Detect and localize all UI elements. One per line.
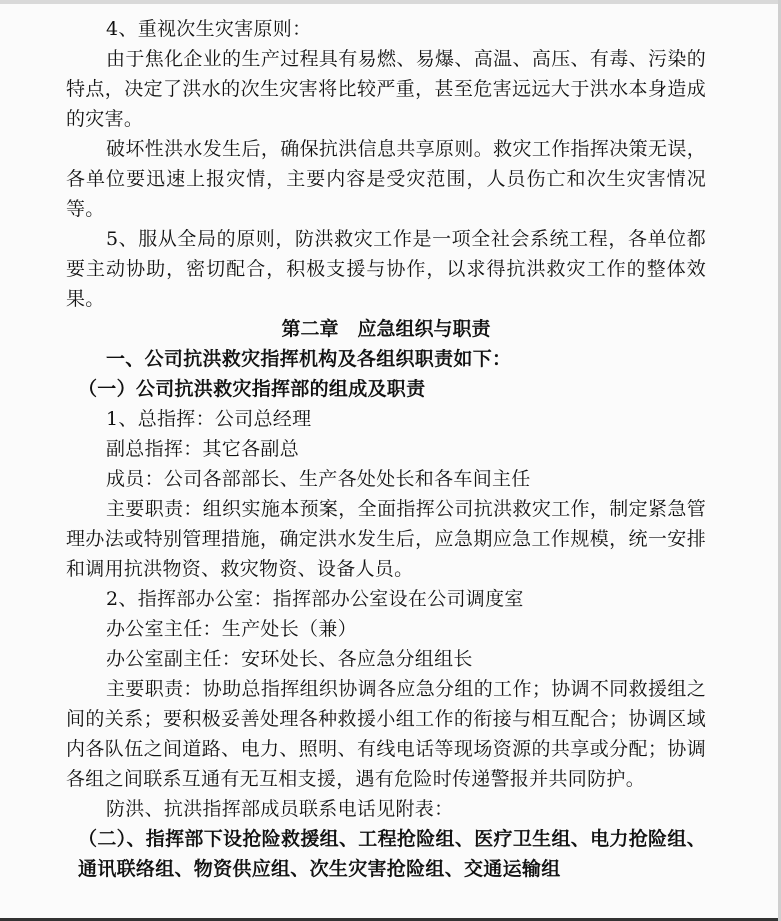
info-sharing-paragraph: 破坏性洪水发生后，确保抗洪信息共享原则。救灾工作指挥决策无误，各单位要迅速上报灾情，主要内容是受灾范围，人员伤亡和次生灾害情况等。 xyxy=(66,138,706,220)
document-body xyxy=(66,14,706,884)
top-border xyxy=(0,0,781,4)
principle-4-heading: 4、重视次生灾害原则： xyxy=(106,18,312,40)
principle-5-paragraph: 5、服从全局的原则，防洪救灾工作是一项全社会系统工程，各单位都要主动协助，密切配合，积极支援与协作，以求得抗洪救灾工作的整体效果。 xyxy=(66,228,706,310)
command-office-line: 2、指挥部办公室：指挥部办公室设在公司调度室 xyxy=(106,588,524,610)
members-line: 成员：公司各部部长、生产各处处长和各车间主任 xyxy=(106,468,531,490)
commander-duties-paragraph: 主要职责：组织实施本预案，全面指挥公司抗洪救灾工作，制定紧急管理办法或特别管理措施，确定洪水发生后，应急期应急工作规模，统一安排和调用抗洪物资、救灾物资、设备人员。 xyxy=(66,498,706,580)
office-director-line: 办公室主任：生产处长（兼） xyxy=(106,618,357,640)
commander-line: 1、总指挥：公司总经理 xyxy=(106,408,312,430)
section-1-heading: 一、公司抗洪救灾指挥机构及各组织职责如下： xyxy=(106,348,512,370)
principle-4-paragraph: 由于焦化企业的生产过程具有易燃、易爆、高温、高压、有毒、污染的特点，决定了洪水的次生灾害将比较严重，甚至危害远远大于洪水本身造成的灾害。 xyxy=(66,48,706,130)
subsection-2-paragraph: （二）、指挥部下设抢险救援组、工程抢险组、医疗卫生组、电力抢险组、通讯联络组、物资供应组、次生灾害抢险组、交通运输组 xyxy=(78,828,706,880)
subsection-1-heading: （一）公司抗洪救灾指挥部的组成及职责 xyxy=(78,378,426,400)
office-duties-paragraph: 主要职责：协助总指挥组织协调各应急分组的工作；协调不同救援组之间的关系；要积极妥善处理各种救援小组工作的衔接与相互配合；协调区域内各队伍之间道路、电力、照明、有线电话等现场资源的共享或分配；协调各组之间联系互通有无互相支援，遇有危险时传递警报并共同防护。 xyxy=(66,678,706,790)
contact-note-line: 防洪、抗洪指挥部成员联系电话见附表： xyxy=(106,798,454,820)
office-deputy-line: 办公室副主任：安环处长、各应急分组组长 xyxy=(106,648,473,670)
deputy-commander-line: 副总指挥：其它各副总 xyxy=(106,438,300,460)
chapter-2-title: 第二章 应急组织与职责 xyxy=(281,318,491,340)
